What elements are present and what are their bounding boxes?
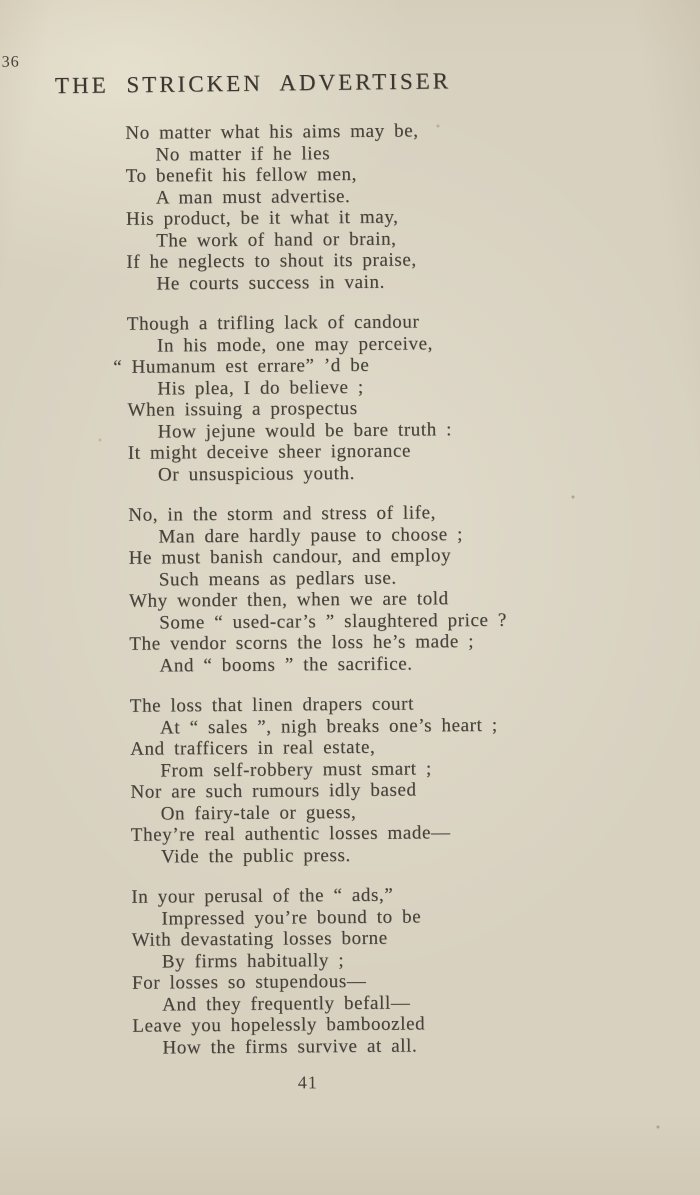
- poem-line: And trafficers in real estate,: [130, 736, 376, 760]
- poem-line: His plea, I do believe ;: [157, 376, 364, 400]
- stanza: [0, 120, 504, 296]
- footer-page-number: 41: [297, 1072, 318, 1093]
- poem-line: Or unsuspicious youth.: [157, 462, 356, 486]
- poem-line: No, in the storm and stress of life,: [128, 502, 437, 526]
- poem-line: Man dare hardly pause to choose ;: [158, 523, 464, 548]
- poem-line: He must banish candour, and employ: [128, 545, 452, 569]
- poem-line: Leave you hopelessly bamboozled: [132, 1013, 426, 1037]
- poem-line: In his mode, one may perceive,: [156, 332, 434, 357]
- poem-line: Impressed you’re bound to be: [161, 905, 422, 929]
- poem-line: No matter what his aims may be,: [125, 120, 419, 144]
- poem-line: In your perusal of the “ ads,”: [131, 884, 394, 908]
- poem-line: Some “ used-car’s ” slaughtered price ?: [159, 609, 508, 633]
- stanza: [0, 502, 507, 678]
- poem-line: No matter if he lies: [155, 142, 331, 166]
- poem-line: And “ booms ” the sacrifice.: [159, 653, 413, 676]
- poem-line: Vide the public press.: [160, 844, 351, 867]
- poem-line: On fairy-tale or guess,: [160, 801, 357, 824]
- poem-line: His product, be it what it may,: [125, 206, 399, 230]
- poem-line: “ Humanum est errare” ’d be: [113, 354, 370, 378]
- poem-line: For losses so stupendous—: [131, 970, 367, 994]
- poem-line: To benefit his fellow men,: [125, 163, 358, 187]
- poem-line: They’re real authentic losses made—: [130, 822, 451, 846]
- poem-line: Nor are such rumours idly based: [130, 779, 417, 803]
- stanza: [1, 693, 509, 869]
- poem-line: It might deceive sheer ignorance: [127, 440, 412, 464]
- poem-line: With devastating losses borne: [131, 927, 388, 951]
- poem-line: At “ sales ”, nigh breaks one’s heart ;: [159, 714, 498, 738]
- poem-line: From self-robbery must smart ;: [160, 757, 432, 781]
- poem-line: And they frequently befall—: [162, 992, 411, 1015]
- poem-line: Though a trifling lack of candour: [126, 311, 420, 335]
- stanza: [2, 884, 510, 1060]
- poem-line: He courts success in vain.: [156, 271, 386, 295]
- stanza: [0, 311, 506, 487]
- poem-line: The vendor scorns the loss he’s made ;: [129, 631, 475, 655]
- poem-line: Such means as pedlars use.: [158, 567, 397, 591]
- poem-line: How the firms survive at all.: [162, 1034, 418, 1058]
- poem-line: The loss that linen drapers court: [129, 693, 414, 717]
- poem-line: Why wonder then, when we are told: [128, 588, 449, 612]
- poem-line: How jejune would be bare truth :: [157, 418, 453, 443]
- header-page-number: 36: [1, 53, 20, 71]
- poem-line: By firms habitually ;: [161, 949, 345, 972]
- page-title: THE STRICKEN ADVERTISER: [54, 68, 452, 99]
- poem-line: If he neglects to shout its praise,: [126, 249, 417, 273]
- poem: [0, 120, 510, 1079]
- poem-line: When issuing a prospectus: [127, 397, 358, 421]
- poem-line: The work of hand or brain,: [156, 228, 397, 252]
- poem-line: A man must advertise.: [155, 185, 351, 209]
